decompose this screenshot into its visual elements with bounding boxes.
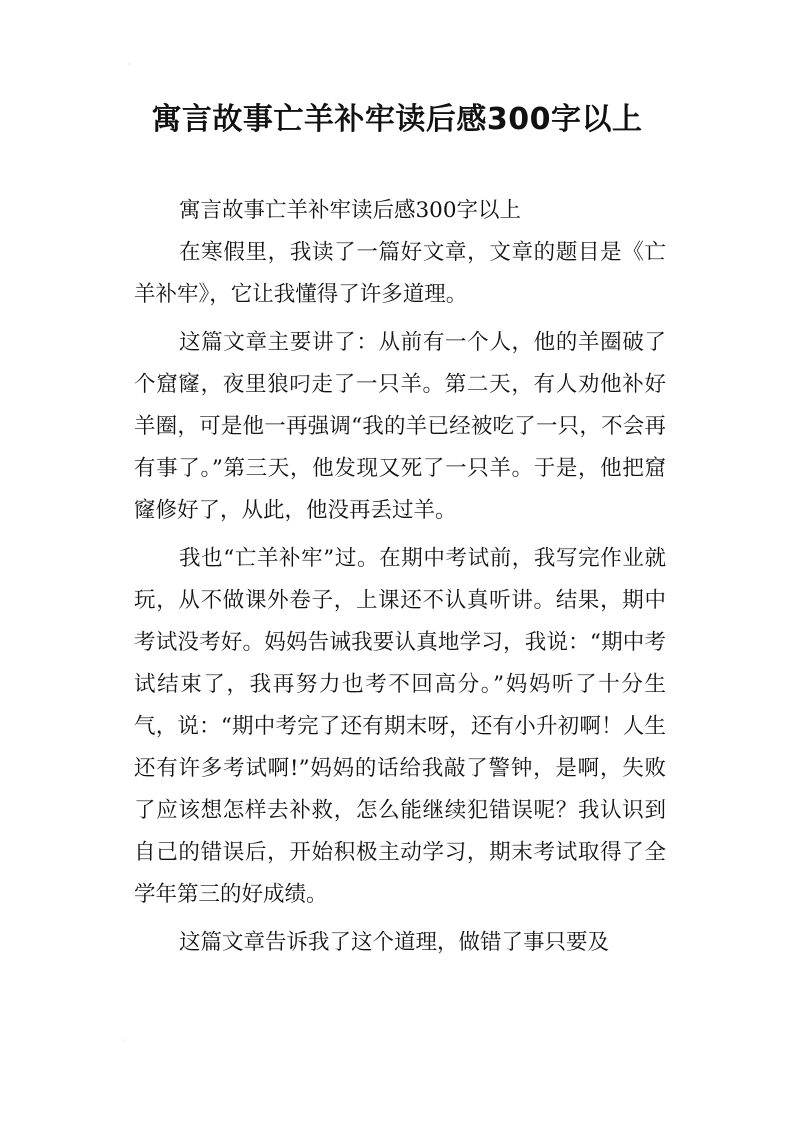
paragraph: 我也“亡羊补牢”过。在期中考试前，我写完作业就玩，从不做课外卷子，上课还不认真听讲。结果，期中考试没考好。妈妈告诫我要认真地学习，我说：“期中考试结束了，我再努力也考不回高分。”妈妈听了十分生气，说：“期中考完了还有期末呀，还有小升初啊！人生还有许多考试啊!”妈妈的话给我敲了警钟，是啊，失败了应该想怎样去补救，怎么能继续犯错误呢？我认识到自己的错误后，开始积极主动学习，期末考试取得了全学年第三的好成绩。	[134, 546, 666, 907]
document-body	[134, 190, 666, 964]
paragraph: 寓言故事亡羊补牢读后感300字以上	[179, 198, 522, 223]
scan-speck: ·	[122, 1036, 125, 1045]
paragraph: 这篇文章告诉我了这个道理，做错了事只要及	[179, 930, 610, 955]
scan-speck: ·	[128, 60, 131, 69]
paragraph: 在寒假里，我读了一篇好文章，文章的题目是《亡羊补牢》，它让我懂得了许多道理。	[134, 240, 666, 307]
paragraph: 这篇文章主要讲了：从前有一个人，他的羊圈破了个窟窿，夜里狼叼走了一只羊。第二天，有人劝他补好羊圈，可是他一再强调“我的羊已经被吃了一只，不会再有事了。”第三天，他发现又死了一只羊。于是，他把窟窿修好了，从此，他没再丢过羊。	[134, 330, 666, 523]
document-title: 寓言故事亡羊补牢读后感300字以上	[151, 102, 643, 137]
